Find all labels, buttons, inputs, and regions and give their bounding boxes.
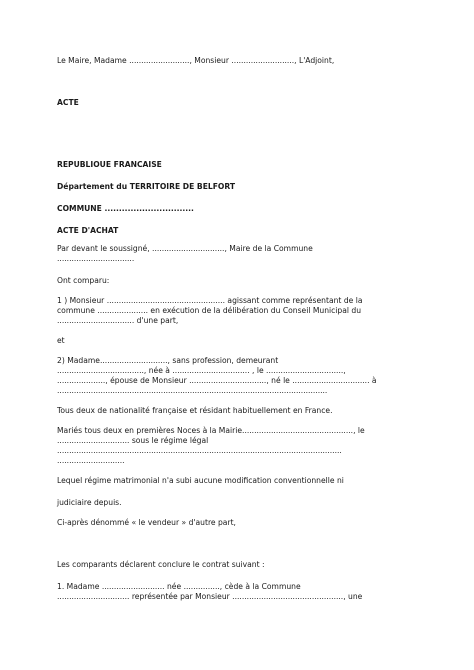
party-one-paragraph — [57, 296, 423, 326]
text-line: .............................. représentée par Monsieur .............................................., une — [57, 592, 363, 601]
text-line: 1 ) Monsieur ................................................. agissant comme représentant de la — [57, 296, 363, 305]
text-line: 2) Madame............................, sans profession, demeurant — [57, 356, 279, 365]
commune-heading: COMMUNE ............................... — [57, 204, 194, 213]
judiciaire-line: judiciaire depuis. — [57, 498, 122, 507]
acte-heading: ACTE — [57, 98, 79, 107]
text-line: ................................ — [57, 254, 135, 263]
par-devant-paragraph — [57, 244, 423, 264]
text-line: commune ..................... en exécution de la délibération du Conseil Municipal du — [57, 306, 362, 315]
final-paragraph — [57, 582, 423, 602]
text-line: ............................ — [57, 456, 125, 465]
party-two-paragraph — [57, 356, 423, 396]
text-line: ................................................................................................................ — [57, 386, 328, 395]
text-line: ................................ d'une part, — [57, 316, 179, 325]
acte-achat-heading: ACTE D'ACHAT — [57, 226, 119, 235]
vendeur-line: Ci-après dénommé « le vendeur » d'autre part, — [57, 518, 236, 527]
departement-heading: Département du TERRITOIRE DE BELFORT — [57, 182, 236, 191]
text-line: ...................., épouse de Monsieur ................................, né le ................................ à — [57, 376, 377, 385]
nationalite-line: Tous deux de nationalité française et résidant habituellement en France. — [57, 406, 333, 415]
text-line: .............................. sous le régime légal — [57, 436, 209, 445]
text-line: Par devant le soussigné, .............................., Maire de la Commune — [57, 244, 313, 253]
republique-heading: REPUBLIOUE FRANCAISE — [57, 160, 162, 169]
text-line: ...................................., née à ................................ , le ................................, — [57, 366, 346, 375]
text-line: Mariés tous deux en premières Noces à la Mairie.............................................., le — [57, 426, 365, 435]
regime-line: Lequel régime matrimonial n'a subi aucune modification conventionnelle ni — [57, 476, 344, 485]
text-line: ...................................................................................................................... — [57, 446, 342, 455]
et-connector: et — [57, 336, 65, 345]
comparants-line: Les comparants déclarent conclure le contrat suivant : — [57, 560, 265, 569]
ont-comparu: Ont comparu: — [57, 276, 110, 285]
text-line: 1. Madame .......................... née ..............., cède à la Commune — [57, 582, 301, 591]
maries-paragraph — [57, 426, 423, 466]
header-line: Le Maire, Madame ........................., Monsieur .........................., L'Adjoint, — [57, 56, 335, 65]
